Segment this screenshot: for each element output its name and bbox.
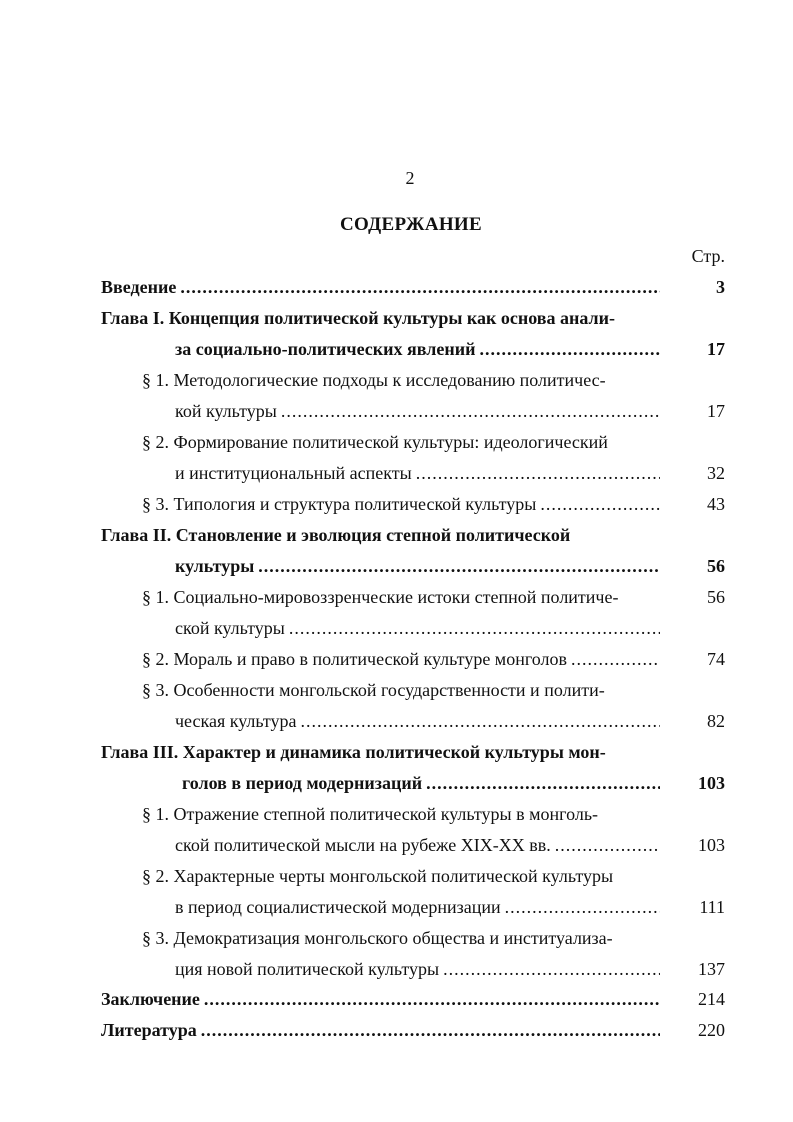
toc-entry-page: 220	[698, 1020, 725, 1040]
toc-entry-title-cont: культуры	[175, 556, 255, 576]
toc-entry-page: 17	[707, 401, 725, 421]
toc-entry-title: § 1. Социально-мировоззренческие истоки степной политиче-	[142, 587, 619, 607]
toc-entry-title-cont: ческая культура	[175, 711, 297, 731]
toc-entry-page: 111	[699, 897, 725, 917]
toc-entry-title: Введение	[101, 277, 177, 297]
toc-entry-introduction[interactable]	[0, 274, 793, 300]
toc-entry-title-cont: ской культуры	[175, 618, 285, 638]
toc-section-3-2-line1[interactable]	[0, 863, 793, 889]
toc-entry-title-cont: за социально-политических явлений	[175, 339, 476, 359]
toc-entry-bibliography[interactable]	[0, 1017, 793, 1043]
toc-entry-page: 3	[716, 277, 725, 297]
leader-dots	[426, 770, 660, 796]
toc-entry-page: 103	[698, 835, 725, 855]
toc-entry-title: § 2. Мораль и право в политической культуре монголов	[142, 649, 568, 669]
toc-entry-title: Глава II. Становление и эволюция степной политической	[101, 525, 571, 545]
toc-entry-title-cont: кой культуры	[175, 401, 277, 421]
toc-chapter-3-line1[interactable]	[0, 739, 793, 765]
toc-section-1-1-line1[interactable]	[0, 367, 793, 393]
page-number: 2	[405, 168, 415, 188]
toc-chapter-2-line1[interactable]	[0, 522, 793, 548]
toc-entry-title-cont: ской политической мысли на рубеже XIX-XX вв.	[175, 835, 551, 855]
toc-section-2-3-line2[interactable]	[0, 708, 793, 734]
toc-entry-page: 137	[698, 959, 725, 979]
leader-dots	[416, 460, 660, 486]
leader-dots	[289, 615, 660, 641]
page-title: СОДЕРЖАНИЕ	[340, 214, 482, 235]
leader-dots	[258, 553, 660, 579]
leader-dots	[505, 894, 660, 920]
toc-entry-title-cont: ция новой политической культуры	[175, 959, 440, 979]
toc-entry-title: Заключение	[101, 989, 200, 1009]
toc-section-1-1-line2[interactable]	[0, 398, 793, 424]
toc-entry-page: 82	[707, 711, 725, 731]
toc-chapter-1-line1[interactable]	[0, 305, 793, 331]
leader-dots	[443, 956, 660, 982]
leader-dots	[540, 491, 660, 517]
toc-section-3-2-line2[interactable]	[0, 894, 793, 920]
toc-section-2-1-line2[interactable]	[0, 615, 793, 641]
toc-entry-title: § 3. Демократизация монгольского общества и институализа-	[142, 928, 613, 948]
toc-entry-title-cont: голов в период модернизаций	[182, 773, 423, 793]
leader-dots	[180, 274, 660, 300]
toc-section-2-1-line1[interactable]	[0, 584, 793, 610]
toc-entry-page: 74	[707, 649, 725, 669]
toc-entry-page: 32	[707, 463, 725, 483]
leader-dots	[555, 832, 660, 858]
toc-section-2-2[interactable]	[0, 646, 793, 672]
toc-entry-title: § 3. Особенности монгольской государственности и полити-	[142, 680, 605, 700]
toc-entry-title: Глава I. Концепция политической культуры как основа анали-	[101, 308, 616, 328]
toc-entry-page: 56	[707, 587, 725, 607]
toc-chapter-1-line2[interactable]	[0, 336, 793, 362]
toc-section-1-3[interactable]	[0, 491, 793, 517]
toc-entry-title-cont: и институциональный аспекты	[175, 463, 412, 483]
toc-chapter-2-line2[interactable]	[0, 553, 793, 579]
toc-section-3-3-line2[interactable]	[0, 956, 793, 982]
toc-entry-page: 103	[698, 773, 725, 793]
toc-entry-title: § 3. Типология и структура политической культуры	[142, 494, 537, 514]
toc-chapter-3-line2[interactable]	[0, 770, 793, 796]
toc-entry-page: 214	[698, 989, 725, 1009]
toc-entry-title: § 1. Методологические подходы к исследованию политичес-	[142, 370, 606, 390]
pages-column-label: Стр.	[691, 246, 725, 266]
leader-dots	[571, 646, 660, 672]
toc-section-2-3-line1[interactable]	[0, 677, 793, 703]
toc-section-3-1-line1[interactable]	[0, 801, 793, 827]
toc-entry-title: § 2. Формирование политической культуры: идеологический	[142, 432, 608, 452]
leader-dots	[301, 708, 660, 734]
toc-entry-title-cont: в период социалистической модернизации	[175, 897, 501, 917]
leader-dots	[201, 1017, 660, 1043]
toc-entry-page: 17	[707, 339, 725, 359]
toc-entry-page: 43	[707, 494, 725, 514]
leader-dots	[204, 986, 660, 1012]
leader-dots	[281, 398, 660, 424]
toc-entry-title: § 1. Отражение степной политической культуры в монголь-	[142, 804, 599, 824]
leader-dots	[479, 336, 660, 362]
toc-entry-title: Глава III. Характер и динамика политической культуры мон-	[101, 742, 606, 762]
toc-entry-conclusion[interactable]	[0, 986, 793, 1012]
toc-entry-page: 56	[707, 556, 725, 576]
toc-section-1-2-line1[interactable]	[0, 429, 793, 455]
toc-section-3-1-line2[interactable]	[0, 832, 793, 858]
toc-section-3-3-line1[interactable]	[0, 925, 793, 951]
toc-entry-title: Литература	[101, 1020, 197, 1040]
toc-entry-title: § 2. Характерные черты монгольской политической культуры	[142, 866, 614, 886]
toc-section-1-2-line2[interactable]	[0, 460, 793, 486]
